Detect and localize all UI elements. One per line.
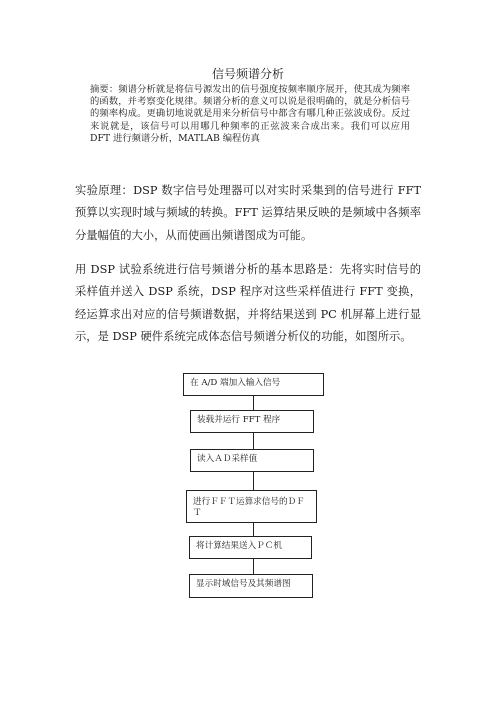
- method-paragraph: 用 DSP 试验系统进行信号频谱分析的基本思路是：先将实时信号的采样值并送入 DSP 系统，DSP 程序对这些采样值进行 FFT 变换，经运算求出对应的信号频谱数据，并将结果送到 PC 机屏幕上进行显示，是 DSP 硬件系统完成体态信号频谱分析仪的功能，如图所示。: [75, 263, 421, 344]
- flowchart-connector: [253, 559, 254, 574]
- flowchart-connector: [253, 396, 254, 410]
- flowchart-connector: [253, 472, 254, 490]
- flowchart-connector: [253, 433, 254, 449]
- flowchart-step-load-fft: 装载并运行 FFT 程序: [190, 410, 314, 433]
- principle-paragraph: 实验原理：DSP 数字信号处理器可以对实时采集到的信号进行 FFT 预算以实现时域与频域的转换。FFT 运算结果反映的是频域中各频率分量幅值的大小，从而使画出频谱图成为可能。: [75, 184, 421, 242]
- flowchart-step-input-signal: 在 A/D 端加入输入信号: [183, 373, 324, 396]
- flowchart-step-display-spectrum: 显示时域信号及其频谱图: [189, 574, 313, 598]
- page-title: 信号频谱分析: [211, 67, 284, 81]
- flowchart-step-send-pc: 将计算结果送入ＰＣ机: [189, 536, 312, 559]
- abstract: 摘要：频谱分析就是将信号源发出的信号强度按频率顺序展开，使其成为频率的函数，并考察变化规律。频谱分析的意义可以说是很明确的，就是分析信号的频率构成。更确切地说就是用来分析信号中都含有哪几种正弦波成份。反过来说就是，该信号可以用哪几种频率的正弦波来合成出来。我们可以应用 DFT 进行频谱分析，MATLAB 编程仿真: [90, 84, 410, 144]
- flowchart-step-fft-dft: 进行ＦＦＴ运算求信号的ＤＦＴ: [186, 490, 317, 523]
- flowchart-step-read-ad: 读入ＡＤ采样值: [190, 449, 314, 472]
- flowchart-connector: [253, 523, 254, 536]
